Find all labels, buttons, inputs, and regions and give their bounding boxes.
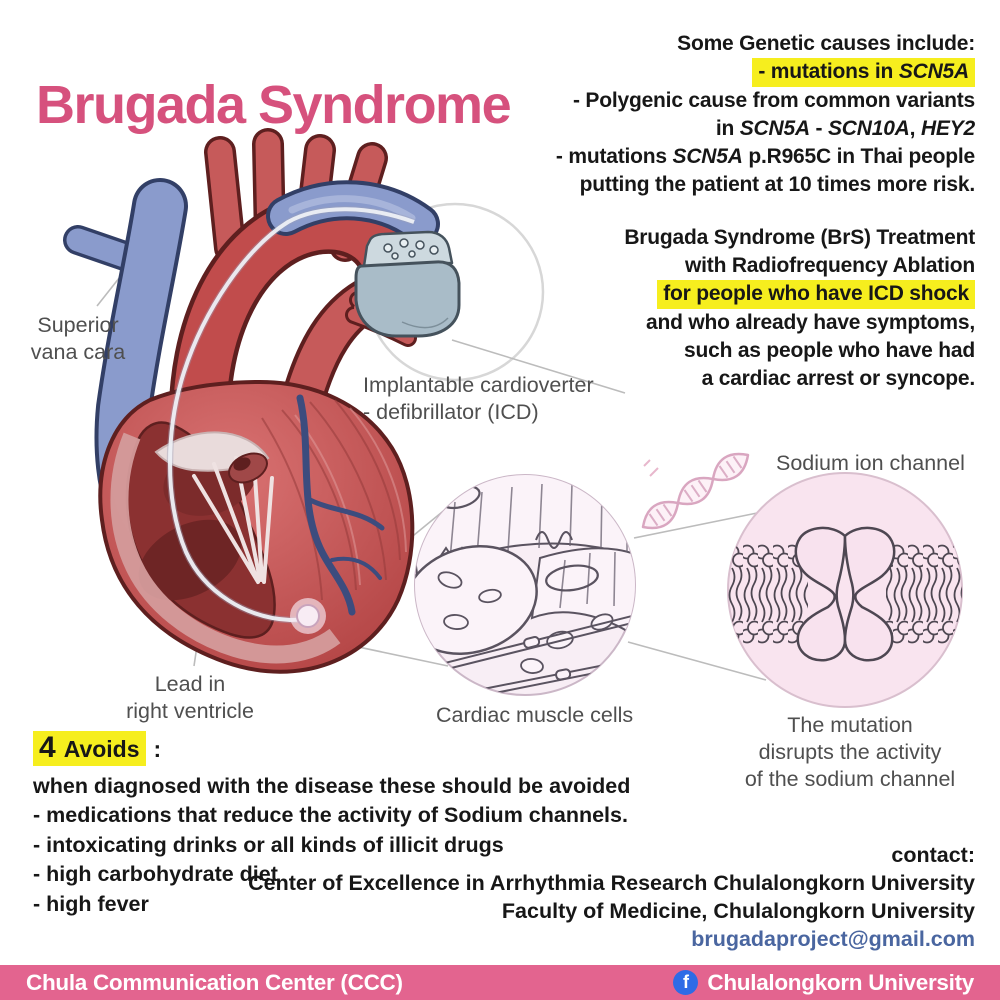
treatment-line2: with Radiofrequency Ablation (685, 254, 975, 277)
contact-block (248, 841, 975, 953)
treatment-highlight-line (624, 280, 975, 309)
genetic-causes-block (556, 30, 975, 199)
contact-heading: contact: (891, 843, 975, 867)
treatment-block (624, 224, 975, 393)
footer-bar (0, 965, 1000, 1000)
treatment-line4: and who already have symptoms, (646, 311, 975, 334)
lipid-bilayer-right (886, 540, 966, 652)
genetics-heading: Some Genetic causes include: (677, 32, 975, 55)
contact-line1: Center of Excellence in Arrhythmia Research Chulalongkorn University (248, 871, 975, 895)
dna-icon (643, 454, 748, 528)
avoids-highlight: 4 Avoids (33, 731, 146, 766)
treatment-highlight: for people who have ICD shock (657, 280, 975, 309)
genetics-thai-line2: putting the patient at 10 times more risk. (579, 173, 975, 196)
genetics-highlight: - mutations in SCN5A (752, 58, 975, 87)
avoids-item-medications: - medications that reduce the activity of Sodium channels. (33, 803, 628, 827)
avoids-heading: 4 Avoids : (33, 731, 630, 766)
avoids-item-carbohydrate: - high carbohydrate diet (33, 862, 278, 886)
contact-email-link[interactable]: brugadaproject@gmail.com (691, 927, 975, 951)
label-cardiac-muscle-cells: Cardiac muscle cells (436, 703, 634, 727)
contact-line2: Faculty of Medicine, Chulalongkorn University (501, 899, 975, 923)
treatment-line1: Brugada Syndrome (BrS) Treatment (624, 226, 975, 249)
sodium-channel-illustration (726, 473, 966, 707)
cardiac-cells-illustration (389, 469, 660, 698)
avoids-intro: when diagnosed with the disease these should be avoided (33, 774, 631, 798)
label-lead: Lead in right ventricle (126, 672, 254, 723)
footer-left-text: Chula Communication Center (CCC) (26, 969, 403, 995)
facebook-badge[interactable] (673, 970, 974, 996)
label-mutation: The mutation disrupts the activity of the sodium channel (744, 713, 956, 791)
genetics-polygenic-line2: in SCN5A - SCN10A, HEY2 (715, 117, 975, 140)
genetics-thai-line1: - mutations SCN5A p.R965C in Thai people (555, 145, 975, 168)
avoids-item-drinks: - intoxicating drinks or all kinds of illicit drugs (33, 832, 504, 857)
genetics-polygenic-line1: - Polygenic cause from common variants (572, 89, 975, 112)
label-superior-vena-cava: Superior vana cara (30, 313, 126, 364)
avoids-item-fever: - high fever (33, 891, 149, 916)
treatment-line5: such as people who have had (683, 339, 975, 362)
icd-device-illustration (356, 232, 459, 336)
treatment-line6: a cardiac arrest or syncope. (701, 367, 975, 390)
lead-tip (297, 605, 319, 627)
page-title: Brugada Syndrome (36, 75, 511, 136)
gene-scn5a: SCN5A (898, 60, 969, 83)
label-icd: Implantable cardioverter - defibrillator (ICD) (363, 373, 594, 424)
facebook-page-name: Chulalongkorn University (707, 969, 974, 995)
label-sodium-ion-channel: Sodium ion channel (776, 451, 965, 475)
dna-sparkles (644, 460, 658, 476)
genetics-mutations-line (556, 58, 975, 87)
facebook-icon[interactable]: f (673, 970, 698, 995)
